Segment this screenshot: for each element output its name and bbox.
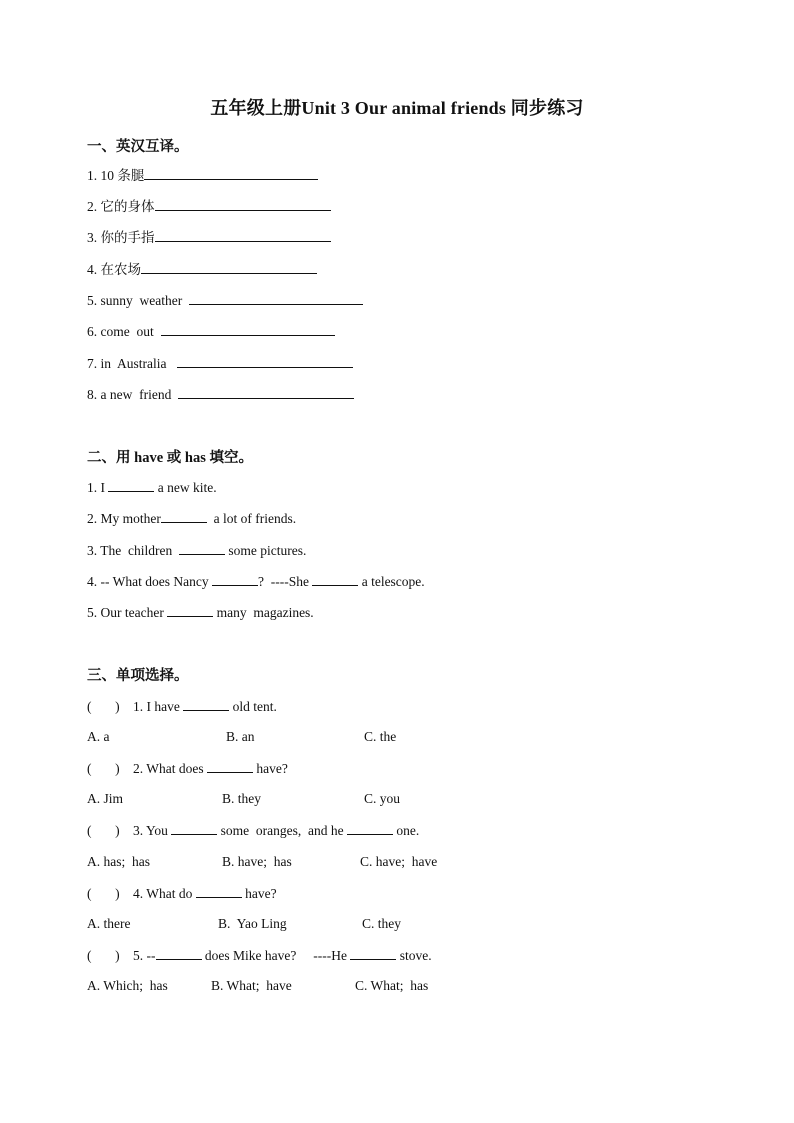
answer-blank[interactable] <box>161 509 207 523</box>
choice-question-5 <box>87 946 432 965</box>
option-a: A. has; has <box>87 854 150 869</box>
item-text: 7. in Australia <box>87 356 167 371</box>
choice-question-3 <box>87 821 419 840</box>
answer-parentheses[interactable]: ( ) <box>87 823 120 838</box>
item-text: 1. 10 条腿 <box>87 168 145 183</box>
item-text: 6. come out <box>87 324 154 339</box>
item-text: 3. The children <box>87 543 173 558</box>
option-a: A. Jim <box>87 791 124 806</box>
option-b: B. they <box>222 791 261 806</box>
answer-parentheses[interactable]: ( ) <box>87 699 120 714</box>
section-2-heading: 二、用 have 或 has 填空。 <box>87 450 253 466</box>
item-text: ? ----She <box>257 574 309 589</box>
section-3-heading: 三、单项选择。 <box>87 668 189 684</box>
answer-blank <box>207 759 253 773</box>
question-text: stove. <box>399 948 432 963</box>
item-text: a lot of friends. <box>213 511 297 526</box>
item-text: 4. -- What does Nancy <box>87 574 209 589</box>
answer-blank <box>350 946 396 960</box>
option-b: B. an <box>226 729 255 744</box>
answer-blank[interactable] <box>212 572 258 586</box>
item-text: a telescope. <box>361 574 425 589</box>
answer-blank <box>156 946 202 960</box>
answer-blank[interactable] <box>189 291 363 305</box>
answer-parentheses[interactable]: ( ) <box>87 948 120 963</box>
question-text: old tent. <box>232 699 277 714</box>
item-text: 4. 在农场 <box>87 262 141 277</box>
answer-blank[interactable] <box>155 228 331 242</box>
fill-item-5 <box>87 603 314 622</box>
answer-blank[interactable] <box>108 478 154 492</box>
translation-item-1 <box>87 166 318 185</box>
option-b: B. Yao Ling <box>218 916 287 931</box>
translation-item-8 <box>87 385 354 404</box>
item-text: 2. 它的身体 <box>87 199 155 214</box>
answer-blank[interactable] <box>144 166 318 180</box>
option-c: C. have; have <box>360 854 438 869</box>
choice-question-4 <box>87 884 277 903</box>
answer-blank <box>171 821 217 835</box>
option-a: A. Which; has <box>87 978 168 993</box>
item-text: 8. a new friend <box>87 387 172 402</box>
answer-blank[interactable] <box>179 541 225 555</box>
answer-blank[interactable] <box>161 322 335 336</box>
fill-item-4 <box>87 572 425 591</box>
option-b: B. have; has <box>222 854 292 869</box>
question-text: 1. I have <box>133 699 180 714</box>
translation-item-7 <box>87 354 353 373</box>
option-b: B. What; have <box>211 978 292 993</box>
fill-item-3 <box>87 541 306 560</box>
translation-item-2 <box>87 197 331 216</box>
item-text: 5. sunny weather <box>87 293 183 308</box>
section-1-heading: 一、英汉互译。 <box>87 139 189 155</box>
option-a: A. there <box>87 916 131 931</box>
question-text: 4. What do <box>133 886 193 901</box>
question-text: some oranges, and he <box>220 823 344 838</box>
question-text: 5. -- <box>133 948 156 963</box>
answer-blank[interactable] <box>167 603 213 617</box>
option-c: C. they <box>362 916 401 931</box>
option-c: C. the <box>364 729 397 744</box>
answer-parentheses[interactable]: ( ) <box>87 886 120 901</box>
page-title: 五年级上册Unit 3 Our animal friends 同步练习 <box>210 98 584 118</box>
question-text: have? <box>245 886 277 901</box>
question-text: does Mike have? ----He <box>204 948 347 963</box>
option-c: C. What; has <box>355 978 429 993</box>
item-text: 2. My mother <box>87 511 161 526</box>
item-text: 3. 你的手指 <box>87 230 155 245</box>
fill-item-1 <box>87 478 217 497</box>
item-text: a new kite. <box>157 480 217 495</box>
item-text: 1. I <box>87 480 105 495</box>
option-c: C. you <box>364 791 401 806</box>
fill-item-2 <box>87 509 296 528</box>
question-text: 3. You <box>133 823 168 838</box>
item-text: 5. Our teacher <box>87 605 164 620</box>
item-text: some pictures. <box>228 543 307 558</box>
translation-item-3 <box>87 228 331 247</box>
answer-blank <box>183 697 229 711</box>
question-text: have? <box>256 761 288 776</box>
translation-item-5 <box>87 291 363 310</box>
translation-item-6 <box>87 322 335 341</box>
question-text: one. <box>396 823 420 838</box>
option-a: A. a <box>87 729 110 744</box>
answer-blank[interactable] <box>177 354 353 368</box>
question-text: 2. What does <box>133 761 204 776</box>
item-text: many magazines. <box>216 605 314 620</box>
choice-question-2 <box>87 759 288 778</box>
answer-blank <box>196 884 242 898</box>
translation-item-4 <box>87 260 317 279</box>
answer-blank[interactable] <box>178 385 354 399</box>
answer-blank <box>347 821 393 835</box>
answer-blank[interactable] <box>312 572 358 586</box>
answer-parentheses[interactable]: ( ) <box>87 761 120 776</box>
answer-blank[interactable] <box>155 197 331 211</box>
choice-question-1 <box>87 697 277 716</box>
answer-blank[interactable] <box>141 260 317 274</box>
